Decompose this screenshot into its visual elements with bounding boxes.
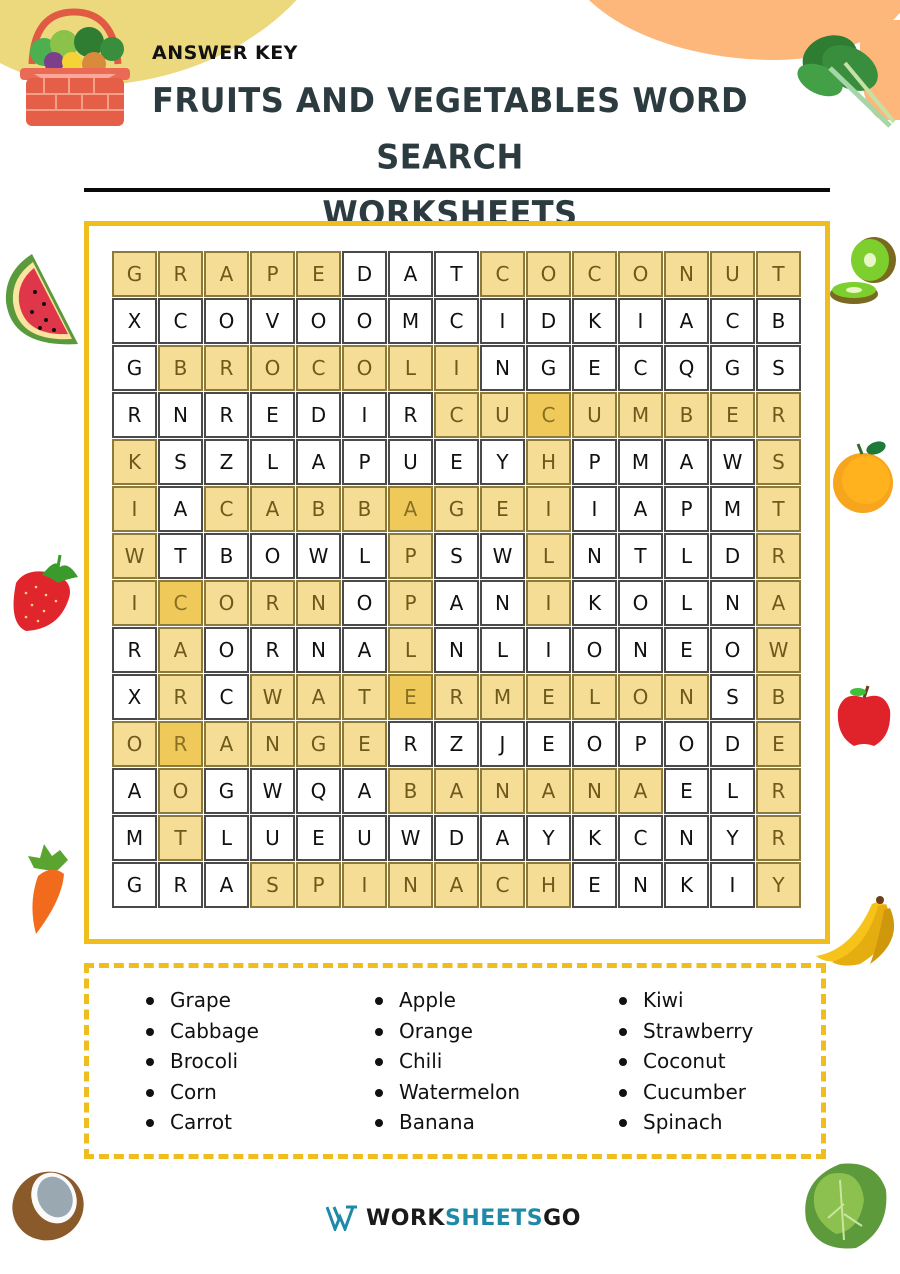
grid-cell: I xyxy=(618,298,663,344)
grid-cell: X xyxy=(112,298,157,344)
grid-cell: Z xyxy=(204,439,249,485)
grid-cell: W xyxy=(388,815,433,861)
grid-cell: O xyxy=(204,298,249,344)
grid-cell: W xyxy=(112,533,157,579)
grid-cell: W xyxy=(756,627,801,673)
word-list-item: Coconut xyxy=(619,1046,753,1077)
grid-cell: N xyxy=(480,345,525,391)
grid-cell: O xyxy=(342,580,387,626)
grid-cell: W xyxy=(710,439,755,485)
grid-cell: A xyxy=(342,768,387,814)
grid-cell: T xyxy=(342,674,387,720)
grid-cell: R xyxy=(388,721,433,767)
title-divider xyxy=(84,188,830,192)
grid-cell: L xyxy=(204,815,249,861)
grid-cell: Y xyxy=(480,439,525,485)
grid-cell: D xyxy=(526,298,571,344)
grid-cell: C xyxy=(204,486,249,532)
grid-cell: C xyxy=(434,298,479,344)
grid-cell: O xyxy=(296,298,341,344)
grid-cell: A xyxy=(664,298,709,344)
grid-cell: L xyxy=(388,345,433,391)
grid-cell: R xyxy=(756,815,801,861)
grid-cell: A xyxy=(526,768,571,814)
grid-cell: K xyxy=(112,439,157,485)
grid-cell: O xyxy=(250,533,295,579)
grid-cell: E xyxy=(296,251,341,297)
word-list-column-2 xyxy=(375,985,520,1138)
grid-cell: E xyxy=(756,721,801,767)
title-line-1: FRUITS AND VEGETABLES WORD SEARCH xyxy=(151,80,749,177)
grid-cell: C xyxy=(480,862,525,908)
word-list-item: Banana xyxy=(375,1107,520,1138)
grid-cell: I xyxy=(342,392,387,438)
grid-cell: C xyxy=(158,298,203,344)
grid-cell: A xyxy=(434,862,479,908)
grid-cell: Y xyxy=(526,815,571,861)
grid-cell: N xyxy=(618,627,663,673)
grid-cell: L xyxy=(480,627,525,673)
grid-cell: P xyxy=(296,862,341,908)
cabbage-icon xyxy=(800,1160,890,1252)
carrot-icon xyxy=(24,840,74,936)
grid-cell: P xyxy=(664,486,709,532)
grid-cell: M xyxy=(480,674,525,720)
grid-cell: T xyxy=(756,486,801,532)
word-list-item: Carrot xyxy=(146,1107,259,1138)
grid-cell: O xyxy=(572,721,617,767)
grid-cell: A xyxy=(158,627,203,673)
grid-cell: E xyxy=(664,768,709,814)
grid-cell: R xyxy=(434,674,479,720)
grid-cell: L xyxy=(710,768,755,814)
grid-cell: E xyxy=(480,486,525,532)
grid-cell: R xyxy=(756,392,801,438)
grid-cell: T xyxy=(756,251,801,297)
grid-cell: R xyxy=(158,674,203,720)
grid-cell: B xyxy=(158,345,203,391)
grid-cell: C xyxy=(480,251,525,297)
grid-cell: A xyxy=(204,862,249,908)
grid-cell: O xyxy=(618,580,663,626)
grid-cell: O xyxy=(204,627,249,673)
grid-cell: O xyxy=(710,627,755,673)
grid-cell: R xyxy=(158,862,203,908)
grid-cell: N xyxy=(250,721,295,767)
word-list-item: Cucumber xyxy=(619,1077,753,1108)
grid-cell: U xyxy=(250,815,295,861)
word-search-grid xyxy=(112,251,802,909)
grid-cell: U xyxy=(480,392,525,438)
grid-cell: T xyxy=(158,533,203,579)
answer-key-label: ANSWER KEY xyxy=(152,42,298,64)
grid-cell: A xyxy=(434,580,479,626)
grid-cell: E xyxy=(526,721,571,767)
logo-text xyxy=(366,1206,581,1231)
word-list-item: Kiwi xyxy=(619,985,753,1016)
grid-cell: O xyxy=(250,345,295,391)
grid-cell: Q xyxy=(664,345,709,391)
grid-cell: S xyxy=(250,862,295,908)
grid-cell: W xyxy=(480,533,525,579)
logo-text-work: WORK xyxy=(366,1205,445,1231)
grid-cell: O xyxy=(664,721,709,767)
grid-cell: C xyxy=(526,392,571,438)
grid-cell: Y xyxy=(710,815,755,861)
grid-cell: N xyxy=(158,392,203,438)
grid-cell: R xyxy=(250,627,295,673)
grid-cell: R xyxy=(112,392,157,438)
grid-cell: A xyxy=(618,768,663,814)
grid-cell: B xyxy=(664,392,709,438)
grid-cell: I xyxy=(342,862,387,908)
grid-cell: K xyxy=(572,298,617,344)
grid-cell: R xyxy=(158,251,203,297)
grid-cell: R xyxy=(158,721,203,767)
grid-cell: A xyxy=(388,486,433,532)
grid-cell: G xyxy=(112,862,157,908)
grid-cell: T xyxy=(158,815,203,861)
grid-cell: M xyxy=(112,815,157,861)
grid-cell: D xyxy=(296,392,341,438)
grid-cell: E xyxy=(388,674,433,720)
grid-cell: L xyxy=(388,627,433,673)
grid-cell: E xyxy=(526,674,571,720)
grid-cell: A xyxy=(388,251,433,297)
word-list-item: Strawberry xyxy=(619,1016,753,1047)
grid-cell: A xyxy=(618,486,663,532)
grid-cell: N xyxy=(618,862,663,908)
grid-cell: P xyxy=(572,439,617,485)
grid-cell: A xyxy=(296,439,341,485)
grid-cell: G xyxy=(434,486,479,532)
word-list-item: Cabbage xyxy=(146,1016,259,1047)
grid-cell: E xyxy=(434,439,479,485)
coconut-icon xyxy=(8,1164,88,1244)
grid-cell: O xyxy=(572,627,617,673)
grid-cell: N xyxy=(296,580,341,626)
grid-cell: H xyxy=(526,862,571,908)
grid-cell: G xyxy=(526,345,571,391)
spinach-icon xyxy=(790,18,900,130)
grid-cell: K xyxy=(664,862,709,908)
grid-cell: O xyxy=(526,251,571,297)
grid-cell: A xyxy=(296,674,341,720)
word-list-column-1 xyxy=(146,985,259,1138)
grid-cell: A xyxy=(204,721,249,767)
word-list-item: Chili xyxy=(375,1046,520,1077)
grid-cell: E xyxy=(572,862,617,908)
logo-text-go: GO xyxy=(543,1205,581,1231)
grid-cell: A xyxy=(158,486,203,532)
grid-cell: L xyxy=(342,533,387,579)
grid-cell: E xyxy=(250,392,295,438)
grid-cell: C xyxy=(572,251,617,297)
grid-cell: M xyxy=(618,439,663,485)
grid-cell: A xyxy=(342,627,387,673)
grid-cell: L xyxy=(250,439,295,485)
grid-cell: R xyxy=(204,392,249,438)
grid-cell: C xyxy=(204,674,249,720)
grid-cell: N xyxy=(572,768,617,814)
grid-cell: C xyxy=(158,580,203,626)
grid-cell: J xyxy=(480,721,525,767)
grid-cell: I xyxy=(112,486,157,532)
grid-cell: M xyxy=(388,298,433,344)
grid-cell: N xyxy=(664,674,709,720)
grid-cell: C xyxy=(296,345,341,391)
grid-cell: R xyxy=(250,580,295,626)
grid-cell: P xyxy=(250,251,295,297)
grid-cell: P xyxy=(388,533,433,579)
grid-cell: B xyxy=(388,768,433,814)
grid-cell: E xyxy=(342,721,387,767)
grid-cell: A xyxy=(204,251,249,297)
grid-cell: I xyxy=(434,345,479,391)
grid-cell: I xyxy=(526,627,571,673)
grid-cell: S xyxy=(710,674,755,720)
grid-cell: I xyxy=(572,486,617,532)
grid-cell: N xyxy=(664,815,709,861)
grid-cell: T xyxy=(618,533,663,579)
grid-cell: S xyxy=(434,533,479,579)
grid-cell: W xyxy=(296,533,341,579)
grid-cell: S xyxy=(158,439,203,485)
grid-cell: A xyxy=(112,768,157,814)
grid-cell: L xyxy=(664,580,709,626)
strawberry-icon xyxy=(6,553,82,633)
grid-cell: N xyxy=(572,533,617,579)
grid-cell: C xyxy=(710,298,755,344)
word-list-item: Orange xyxy=(375,1016,520,1047)
grid-cell: T xyxy=(434,251,479,297)
grid-cell: O xyxy=(618,251,663,297)
grid-cell: V xyxy=(250,298,295,344)
grid-cell: D xyxy=(710,533,755,579)
grid-cell: W xyxy=(250,768,295,814)
grid-cell: S xyxy=(756,439,801,485)
grid-cell: O xyxy=(618,674,663,720)
word-list-item: Brocoli xyxy=(146,1046,259,1077)
grid-cell: I xyxy=(526,580,571,626)
grid-cell: U xyxy=(342,815,387,861)
grid-cell: I xyxy=(112,580,157,626)
grid-cell: N xyxy=(480,580,525,626)
grid-cell: O xyxy=(342,298,387,344)
grid-cell: R xyxy=(388,392,433,438)
grid-cell: N xyxy=(664,251,709,297)
page-title xyxy=(100,72,800,242)
grid-cell: D xyxy=(434,815,479,861)
grid-cell: H xyxy=(526,439,571,485)
grid-cell: R xyxy=(756,533,801,579)
worksheetsgo-logo xyxy=(326,1205,581,1231)
grid-cell: R xyxy=(112,627,157,673)
grid-cell: A xyxy=(434,768,479,814)
grid-cell: G xyxy=(204,768,249,814)
grid-cell: C xyxy=(434,392,479,438)
logo-text-sheets: SHEETS xyxy=(444,1205,544,1231)
grid-cell: O xyxy=(112,721,157,767)
grid-cell: E xyxy=(710,392,755,438)
grid-cell: G xyxy=(296,721,341,767)
grid-cell: P xyxy=(618,721,663,767)
grid-cell: R xyxy=(204,345,249,391)
grid-cell: L xyxy=(526,533,571,579)
grid-cell: N xyxy=(296,627,341,673)
grid-cell: N xyxy=(480,768,525,814)
logo-w-icon xyxy=(326,1205,358,1231)
word-list-item: Watermelon xyxy=(375,1077,520,1108)
grid-cell: S xyxy=(756,345,801,391)
grid-cell: M xyxy=(710,486,755,532)
grid-cell: U xyxy=(710,251,755,297)
grid-cell: U xyxy=(572,392,617,438)
grid-cell: D xyxy=(710,721,755,767)
grid-cell: U xyxy=(388,439,433,485)
grid-cell: I xyxy=(710,862,755,908)
grid-cell: W xyxy=(250,674,295,720)
grid-cell: A xyxy=(664,439,709,485)
grid-cell: B xyxy=(204,533,249,579)
orange-icon xyxy=(832,440,896,514)
grid-cell: E xyxy=(664,627,709,673)
grid-cell: L xyxy=(664,533,709,579)
grid-cell: B xyxy=(342,486,387,532)
grid-cell: O xyxy=(342,345,387,391)
grid-cell: N xyxy=(710,580,755,626)
grid-cell: B xyxy=(756,674,801,720)
grid-cell: O xyxy=(204,580,249,626)
grid-cell: E xyxy=(296,815,341,861)
grid-cell: A xyxy=(250,486,295,532)
watermelon-icon xyxy=(2,252,80,348)
grid-cell: C xyxy=(618,815,663,861)
word-list-column-3 xyxy=(619,985,753,1138)
grid-cell: E xyxy=(572,345,617,391)
grid-cell: R xyxy=(756,768,801,814)
grid-cell: M xyxy=(618,392,663,438)
grid-cell: Y xyxy=(756,862,801,908)
grid-cell: G xyxy=(710,345,755,391)
word-list-item: Grape xyxy=(146,985,259,1016)
grid-cell: O xyxy=(158,768,203,814)
grid-cell: G xyxy=(112,345,157,391)
grid-cell: N xyxy=(388,862,433,908)
grid-cell: A xyxy=(480,815,525,861)
word-list-item: Corn xyxy=(146,1077,259,1108)
grid-cell: P xyxy=(342,439,387,485)
grid-cell: L xyxy=(572,674,617,720)
grid-cell: Q xyxy=(296,768,341,814)
grid-cell: P xyxy=(388,580,433,626)
grid-cell: A xyxy=(756,580,801,626)
grid-cell: I xyxy=(526,486,571,532)
grid-cell: I xyxy=(480,298,525,344)
word-list-item: Spinach xyxy=(619,1107,753,1138)
grid-cell: X xyxy=(112,674,157,720)
grid-cell: N xyxy=(434,627,479,673)
grid-cell: K xyxy=(572,580,617,626)
apple-icon xyxy=(834,684,894,748)
title-line-2: WORKSHEETS xyxy=(322,193,578,234)
grid-cell: Z xyxy=(434,721,479,767)
grid-cell: C xyxy=(618,345,663,391)
word-list-item: Apple xyxy=(375,985,520,1016)
grid-cell: B xyxy=(756,298,801,344)
grid-cell: K xyxy=(572,815,617,861)
grid-cell: B xyxy=(296,486,341,532)
grid-cell: G xyxy=(112,251,157,297)
kiwi-icon xyxy=(828,236,900,306)
grid-cell: D xyxy=(342,251,387,297)
